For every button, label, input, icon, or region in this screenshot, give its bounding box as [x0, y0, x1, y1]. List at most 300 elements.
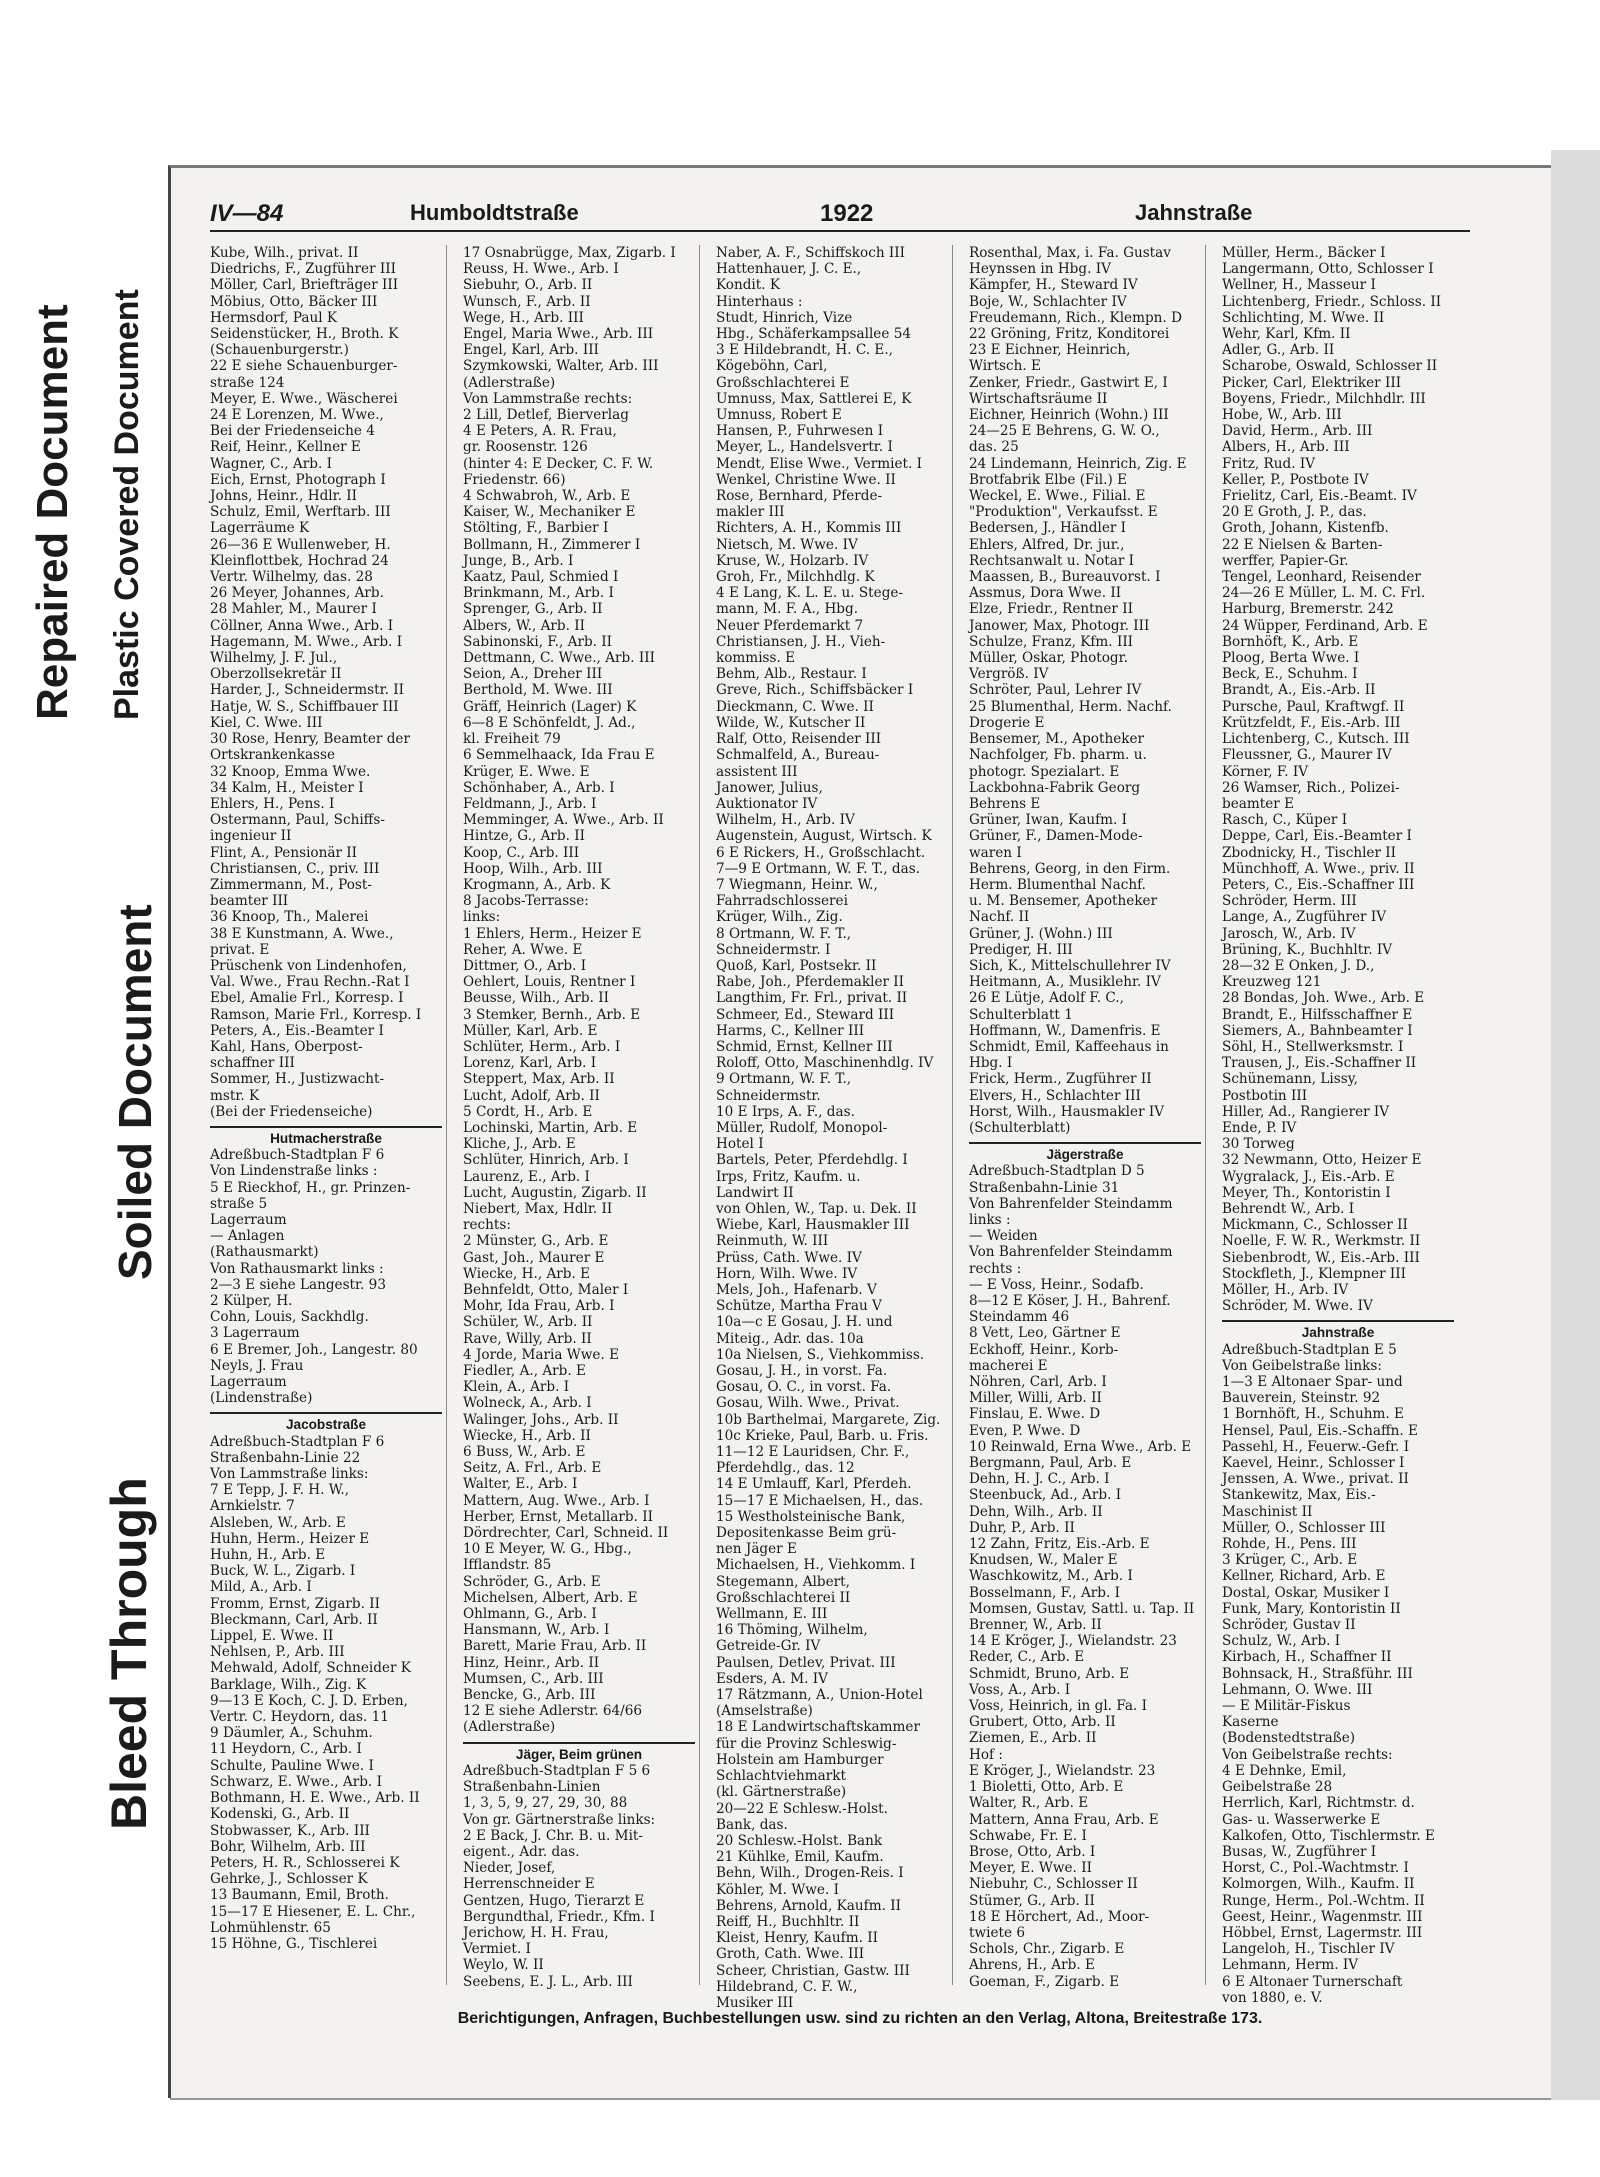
- directory-entry: Wenkel, Christine Wwe. II: [716, 471, 896, 488]
- directory-entry: Müller, Oskar, Photogr.: [969, 650, 1128, 667]
- directory-entry: Albers, W., Arb. II: [463, 617, 585, 634]
- directory-entry: Kodenski, G., Arb. II: [210, 1806, 350, 1823]
- directory-entry: 1, 3, 5, 9, 27, 29, 30, 88: [463, 1795, 628, 1812]
- directory-entry: eigent., Adr. das.: [463, 1843, 580, 1860]
- directory-entry: nen Jäger E: [716, 1541, 797, 1558]
- directory-entry: Zbodnicky, H., Tischler II: [1222, 844, 1397, 861]
- directory-entry: Maschinist II: [1222, 1503, 1313, 1520]
- directory-entry: Kirbach, H., Schaffner II: [1222, 1649, 1392, 1666]
- directory-entry: Gosau, J. H., in vorst. Fa.: [716, 1363, 888, 1380]
- directory-entry: Vergröß. IV: [969, 666, 1049, 683]
- directory-entry: 8 Vett, Leo, Gärtner E: [969, 1325, 1121, 1342]
- directory-entry: Hiller, Ad., Rangierer IV: [1222, 1103, 1390, 1120]
- directory-entry: Steppert, Max, Arb. II: [463, 1071, 615, 1088]
- directory-entry: Janower, Julius,: [716, 779, 823, 796]
- directory-entry: Steindamm 46: [969, 1309, 1070, 1326]
- directory-entry: 6 Buss, W., Arb. E: [463, 1444, 586, 1461]
- directory-entry: Ortskrankenkasse: [210, 747, 336, 764]
- directory-entry: 10 E Irps, A. F., das.: [716, 1103, 855, 1120]
- directory-entry: Neyls, J. Frau: [210, 1357, 304, 1374]
- directory-entry: Schröder, G., Arb. E: [463, 1573, 601, 1590]
- directory-entry: Horst, C., Pol.-Wachtmstr. I: [1222, 1860, 1409, 1877]
- directory-entry: Mattern, Aug. Wwe., Arb. I: [463, 1492, 650, 1509]
- directory-entry: 4 E Lang, K. L. E. u. Stege-: [716, 585, 904, 602]
- directory-entry: gr. Roosenstr. 126: [463, 439, 588, 456]
- directory-entry: 7 Wiegmann, Heinr. W.,: [716, 876, 878, 893]
- directory-entry: 2 Külper, H.: [210, 1293, 293, 1309]
- directory-entry: Mendt, Elise Wwe., Vermiet. I: [716, 455, 922, 472]
- directory-entry: Ploog, Berta Wwe. I: [1222, 650, 1360, 667]
- directory-entry: Bauverein, Steinstr. 92: [1222, 1390, 1381, 1407]
- directory-entry: Lorenz, Karl, Arb. I: [463, 1055, 597, 1072]
- directory-entry: Lucht, Augustin, Zigarb. II: [463, 1184, 647, 1201]
- directory-entry: Hagemann, M. Wwe., Arb. I: [210, 633, 403, 650]
- directory-entry: Busas, W., Zugführer I: [1222, 1843, 1377, 1860]
- directory-entry: Herm. Blumenthal Nachf.: [969, 876, 1146, 893]
- directory-entry: Siemers, A., Bahnbeamter I: [1222, 1022, 1413, 1039]
- directory-entry: 17 Rätzmann, A., Union-Hotel: [716, 1687, 923, 1704]
- directory-entry: Kaevel, Heinr., Schlosser I: [1222, 1455, 1405, 1472]
- directory-entry: Brenner, W., Arb. II: [969, 1617, 1102, 1634]
- directory-entry: beamter III: [210, 893, 289, 910]
- directory-entry: Fleussner, G., Maurer IV: [1222, 747, 1392, 764]
- street-heading: Hutmacherstraße: [210, 1126, 442, 1147]
- directory-entry: Ohlmann, G., Arb. I: [463, 1606, 597, 1623]
- directory-entry: Wilde, W., Kutscher II: [716, 714, 866, 731]
- directory-entry: Groth, Cath. Wwe. III: [716, 1946, 865, 1963]
- directory-entry: 10c Krieke, Paul, Barb. u. Fris.: [716, 1427, 929, 1444]
- directory-column-5: [1222, 245, 1458, 2006]
- directory-entry: 23 E Eichner, Heinrich,: [969, 342, 1131, 359]
- directory-entry: 5 Cordt, H., Arb. E: [463, 1103, 593, 1120]
- directory-entry: Funk, Mary, Kontoristin II: [1222, 1600, 1401, 1617]
- directory-entry: Horst, Wilh., Hausmakler IV: [969, 1103, 1165, 1120]
- directory-entry: Geest, Heinr., Wagenmstr. III: [1222, 1908, 1423, 1925]
- directory-entry: Drogerie E: [969, 714, 1045, 731]
- directory-entry: Fiedler, A., Arb. E: [463, 1363, 586, 1380]
- directory-entry: Adreßbuch-Stadtplan D 5: [969, 1163, 1145, 1180]
- directory-entry: Cöllner, Anna Wwe., Arb. I: [210, 617, 394, 634]
- directory-entry: Memminger, A. Wwe., Arb. II: [463, 812, 664, 829]
- directory-entry: Buck, W. L., Zigarb. I: [210, 1563, 356, 1580]
- directory-entry: Walter, E., Arb. I: [463, 1476, 578, 1493]
- directory-entry: Wagner, C., Arb. I: [210, 455, 332, 472]
- directory-entry: Momsen, Gustav, Sattl. u. Tap. II: [969, 1600, 1195, 1617]
- directory-entry: kl. Freiheit 79: [463, 731, 561, 748]
- directory-entry: Dieckmann, C. Wwe. II: [716, 698, 874, 715]
- directory-entry: Johns, Heinr., Hdlr. II: [210, 488, 358, 505]
- directory-entry: 6—8 E Schönfeldt, J. Ad.,: [463, 714, 636, 731]
- directory-entry: Dettmann, C. Wwe., Arb. III: [463, 650, 655, 667]
- directory-entry: Hoop, Wilh., Arb. III: [463, 860, 603, 877]
- directory-entry: 3 Lagerraum: [210, 1325, 300, 1342]
- directory-entry: Kiel, C. Wwe. III: [210, 714, 323, 731]
- directory-entry: Prüss, Cath. Wwe. IV: [716, 1249, 862, 1266]
- directory-entry: 22 E Nielsen & Barten-: [1222, 536, 1383, 553]
- directory-entry: Hattenhauer, J. C. E.,: [716, 261, 862, 278]
- directory-entry: Brandt, E., Hilfsschaffner E: [1222, 1006, 1413, 1023]
- directory-entry: Seion, A., Dreher III: [463, 666, 603, 683]
- directory-entry: Schneidermstr. I: [716, 941, 831, 958]
- directory-entry: werffer, Papier-Gr.: [1222, 552, 1349, 569]
- directory-entry: Miteig., Adr. das. 10a: [716, 1330, 864, 1347]
- directory-entry: Sich, K., Mittelschullehrer IV: [969, 957, 1171, 974]
- directory-entry: Schlachtviehmarkt: [716, 1768, 846, 1785]
- directory-entry: Schols, Chr., Zigarb. E: [969, 1941, 1125, 1958]
- directory-entry: Ostermann, Paul, Schiffs-: [210, 812, 385, 829]
- directory-entry: Geibelstraße 28: [1222, 1779, 1333, 1796]
- directory-entry: rechts:: [463, 1217, 511, 1234]
- directory-entry: kommiss. E: [716, 650, 796, 667]
- directory-entry: 6 E Rickers, H., Großschlacht.: [716, 844, 926, 861]
- directory-entry: Gosau, O. C., in vorst. Fa.: [716, 1379, 892, 1396]
- directory-entry: Meyer, E. Wwe., Wäscherei: [210, 390, 398, 407]
- directory-entry: 20 E Groth, J. P., das.: [1222, 504, 1367, 521]
- directory-entry: makler III: [716, 504, 785, 521]
- directory-entry: Postbotin III: [1222, 1087, 1308, 1104]
- directory-entry: Lichtenberg, Friedr., Schloss. II: [1222, 293, 1442, 310]
- directory-entry: Bei der Friedenseiche 4: [210, 423, 375, 440]
- directory-entry: Keller, P., Postbote IV: [1222, 471, 1369, 488]
- directory-entry: Grüner, J. (Wohn.) III: [969, 925, 1113, 942]
- directory-entry: 10b Barthelmai, Margarete, Zig.: [716, 1411, 941, 1428]
- directory-entry: 11—12 E Lauridsen, Chr. F.,: [716, 1444, 910, 1461]
- directory-entry: Barklage, Wilh., Zig. K: [210, 1676, 367, 1693]
- directory-entry: Diedrichs, F., Zugführer III: [210, 261, 397, 278]
- directory-entry: Grubert, Otto, Arb. II: [969, 1714, 1116, 1731]
- directory-entry: Wilhelm, H., Arb. IV: [716, 812, 855, 829]
- directory-entry: Von gr. Gärtnerstraße links:: [463, 1811, 656, 1828]
- directory-entry: Stockfleth, J., Klempner III: [1222, 1265, 1407, 1282]
- directory-entry: Bothmann, H. E. Wwe., Arb. II: [210, 1790, 420, 1807]
- directory-entry: Nöhren, Carl, Arb. I: [969, 1374, 1107, 1391]
- directory-entry: Bleckmann, Carl, Arb. II: [210, 1611, 378, 1628]
- directory-entry: Lagerräume K: [210, 520, 310, 537]
- directory-entry: Jerichow, H. H. Frau,: [463, 1924, 609, 1941]
- directory-entry: 38 E Kunstmann, A. Wwe.,: [210, 925, 394, 942]
- directory-entry: Hbg., Schäferkampsallee 54: [716, 326, 911, 343]
- directory-entry: 10 E Meyer, W. G., Hbg.,: [463, 1541, 632, 1558]
- directory-entry: (hinter 4: E Decker, C. F. W.: [463, 455, 654, 472]
- directory-entry: 3 Krüger, C., Arb. E: [1222, 1552, 1358, 1569]
- directory-entry: Wiebe, Karl, Hausmakler III: [716, 1217, 910, 1234]
- directory-entry: (Lindenstraße): [210, 1390, 313, 1407]
- directory-entry: Adreßbuch-Stadtplan E 5: [1222, 1341, 1397, 1358]
- directory-entry: 4 Schwabroh, W., Arb. E: [463, 488, 631, 505]
- directory-entry: Ebel, Amalie Frl., Korresp. I: [210, 990, 404, 1007]
- directory-entry: 4 Jorde, Maria Wwe. E: [463, 1346, 620, 1363]
- directory-entry: Herrenschneider E: [463, 1876, 595, 1893]
- directory-entry: 14 E Umlauff, Karl, Pferdeh.: [716, 1476, 912, 1493]
- directory-entry: Bohnsack, H., Straßführ. III: [1222, 1665, 1413, 1682]
- directory-entry: Müller, O., Schlosser III: [1222, 1519, 1386, 1536]
- directory-entry: Val. Wwe., Frau Rechn.-Rat I: [210, 974, 410, 991]
- directory-entry: Maassen, B., Bureauvorst. I: [969, 569, 1161, 586]
- directory-entry: Dehn, Wilh., Arb. II: [969, 1503, 1103, 1520]
- directory-entry: 7—9 E Ortmann, W. F. T., das.: [716, 860, 921, 877]
- directory-entry: Lehmann, Herm. IV: [1222, 1957, 1359, 1974]
- directory-entry: Hensel, Paul, Eis.-Schaffn. E: [1222, 1422, 1418, 1439]
- directory-entry: David, Herm., Arb. III: [1222, 423, 1373, 440]
- directory-entry: Mumsen, C., Arb. III: [463, 1670, 604, 1687]
- directory-entry: Lehmann, O. Wwe. III: [1222, 1681, 1373, 1698]
- directory-entry: Hansen, P., Fuhrwesen I: [716, 423, 884, 440]
- page-edge: [1551, 150, 1600, 2100]
- directory-entry: Hildebrand, C. F. W.,: [716, 1978, 858, 1995]
- directory-entry: Groth, Johann, Kistenfb.: [1222, 520, 1389, 537]
- directory-entry: Rave, Willy, Arb. II: [463, 1330, 592, 1347]
- directory-entry: Wiecke, H., Arb. E: [463, 1265, 591, 1282]
- directory-entry: Trausen, J., Eis.-Schaffner II: [1222, 1055, 1417, 1072]
- directory-entry: Lochinski, Martin, Arb. E: [463, 1119, 638, 1136]
- directory-entry: Alsleben, W., Arb. E: [210, 1514, 346, 1531]
- directory-entry: 2 Lill, Detlef, Bierverlag: [463, 407, 629, 424]
- directory-entry: Straßenbahn-Linien: [463, 1779, 601, 1796]
- directory-entry: Lange, A., Zugführer IV: [1222, 909, 1387, 926]
- directory-entry: 20—22 E Schlesw.-Holst.: [716, 1800, 888, 1817]
- directory-entry: 9 Ortmann, W. F. T.,: [716, 1071, 852, 1088]
- directory-entry: Schünemann, Lissy,: [1222, 1071, 1358, 1088]
- directory-entry: privat. E: [210, 941, 270, 958]
- directory-entry: 8 Ortmann, W. F. T.,: [716, 925, 852, 942]
- directory-entry: Kahl, Hans, Oberpost-: [210, 1038, 363, 1055]
- directory-entry: Kämpfer, H., Steward IV: [969, 277, 1138, 294]
- directory-entry: Möller, Carl, Briefträger III: [210, 277, 399, 294]
- directory-entry: Gast, Joh., Maurer E: [463, 1249, 605, 1266]
- directory-entry: 22 Gröning, Fritz, Konditorei: [969, 326, 1170, 343]
- directory-entry: Engel, Maria Wwe., Arb. III: [463, 326, 654, 343]
- directory-entry: (Amselstraße): [716, 1703, 813, 1720]
- directory-entry: Zenker, Friedr., Gastwirt E, I: [969, 374, 1168, 391]
- directory-entry: Behrendt W., Arb. I: [1222, 1200, 1355, 1217]
- directory-entry: Schröter, Paul, Lehrer IV: [969, 682, 1142, 699]
- directory-entry: Klein, A., Arb. I: [463, 1379, 570, 1396]
- directory-entry: Schulz, W., Arb. I: [1222, 1633, 1341, 1650]
- directory-entry: 15—17 E Michaelsen, H., das.: [716, 1492, 924, 1509]
- directory-entry: Möller, H., Arb. IV: [1222, 1282, 1349, 1298]
- directory-entry: 24 Wüpper, Ferdinand, Arb. E: [1222, 617, 1428, 634]
- directory-entry: 2 E Back, J. Chr. B. u. Mit-: [463, 1827, 643, 1844]
- directory-entry: — Anlagen: [210, 1228, 285, 1245]
- directory-entry: Hotel I: [716, 1136, 764, 1153]
- directory-entry: Von Rathausmarkt links :: [210, 1260, 384, 1277]
- directory-entry: Reuss, H. Wwe., Arb. I: [463, 261, 619, 278]
- directory-entry: twiete 6: [969, 1924, 1025, 1941]
- directory-entry: Schüler, W., Arb. II: [463, 1314, 593, 1331]
- directory-entry: 1 Ehlers, Herm., Heizer E: [463, 925, 642, 942]
- header-right-street: Jahnstraße: [1135, 200, 1253, 225]
- directory-entry: Straßenbahn-Linie 31: [969, 1179, 1120, 1196]
- directory-entry: Fritz, Rud. IV: [1222, 455, 1316, 472]
- directory-entry: Scharobe, Oswald, Schlosser II: [1222, 358, 1438, 375]
- directory-entry: Schulz, Emil, Werftarb. III: [210, 504, 391, 521]
- directory-entry: Mild, A., Arb. I: [210, 1579, 312, 1596]
- directory-entry: Krüger, E. Wwe. E: [463, 763, 590, 780]
- directory-entry: (Bodenstedtstraße): [1222, 1730, 1356, 1747]
- directory-entry: Michaelsen, H., Viehkomm. I: [716, 1557, 916, 1574]
- directory-entry: Eich, Ernst, Photograph I: [210, 471, 386, 488]
- directory-entry: 8—12 E Köser, J. H., Bahrenf.: [969, 1293, 1171, 1309]
- directory-entry: 24 E Lorenzen, M. Wwe.,: [210, 407, 384, 424]
- directory-entry: 11 Heydorn, C., Arb. I: [210, 1741, 362, 1758]
- directory-entry: Frielitz, Carl, Eis.-Beamt. IV: [1222, 488, 1417, 505]
- directory-entry: (Rathausmarkt): [210, 1244, 319, 1261]
- directory-entry: Brandt, A., Eis.-Arb. II: [1222, 682, 1376, 699]
- directory-entry: Feldmann, J., Arb. I: [463, 795, 597, 812]
- directory-entry: (Schulterblatt): [969, 1119, 1071, 1136]
- directory-entry: Hinterhaus :: [716, 293, 803, 310]
- directory-entry: Elvers, H., Schlachter III: [969, 1087, 1141, 1104]
- directory-entry: 24 Lindemann, Heinrich, Zig. E: [969, 455, 1187, 472]
- directory-entry: Krützfeldt, F., Eis.-Arb. III: [1222, 714, 1401, 731]
- directory-entry: Dördrechter, Carl, Schneid. II: [463, 1525, 669, 1542]
- directory-entry: Langeloh, H., Tischler IV: [1222, 1941, 1395, 1958]
- directory-entry: Goeman, F., Zigarb. E: [969, 1973, 1120, 1990]
- directory-entry: Langermann, Otto, Schlosser I: [1222, 261, 1434, 278]
- directory-entry: Lucht, Adolf, Arb. II: [463, 1087, 600, 1104]
- directory-column-2: [463, 245, 700, 1990]
- directory-entry: Adreßbuch-Stadtplan F 5 6: [463, 1762, 651, 1779]
- directory-entry: Stobwasser, K., Arb. III: [210, 1822, 370, 1839]
- directory-entry: Assmus, Dora Wwe. II: [969, 585, 1122, 602]
- directory-entry: straße 124: [210, 374, 285, 391]
- directory-entry: Grüner, Iwan, Kaufm. I: [969, 812, 1128, 829]
- directory-entry: Irps, Fritz, Kaufm. u.: [716, 1168, 861, 1185]
- directory-entry: Bollmann, H., Zimmerer I: [463, 536, 641, 553]
- street-heading: Jacobstraße: [210, 1412, 442, 1433]
- directory-entry: Jarosch, W., Arb. IV: [1222, 925, 1356, 942]
- directory-entry: Landwirt II: [716, 1184, 794, 1201]
- directory-entry: Umnuss, Max, Sattlerei E, K: [716, 390, 912, 407]
- directory-entry: Gas- u. Wasserwerke E: [1222, 1811, 1381, 1828]
- directory-entry: 32 Knoop, Emma Wwe.: [210, 763, 371, 780]
- directory-entry: Adreßbuch-Stadtplan F 6: [210, 1433, 385, 1450]
- directory-entry: Lippel, E. Wwe. II: [210, 1628, 334, 1645]
- directory-entry: 4 E Peters, A. R. Frau,: [463, 423, 617, 440]
- directory-entry: Brotfabrik Elbe (Fil.) E: [969, 471, 1128, 488]
- directory-entry: Prediger, H. III: [969, 941, 1073, 958]
- directory-entry: Christiansen, C., priv. III: [210, 860, 380, 877]
- directory-entry: 13 Baumann, Emil, Broth.: [210, 1887, 389, 1904]
- street-heading: Jahnstraße: [1222, 1320, 1454, 1341]
- directory-entry: 6 Semmelhaack, Ida Frau E: [463, 747, 655, 764]
- directory-entry: Bensemer, M., Apotheker: [969, 731, 1145, 748]
- directory-entry: Siebuhr, O., Arb. II: [463, 277, 593, 294]
- directory-column-3: [716, 245, 953, 2011]
- directory-entry: 32 Newmann, Otto, Heizer E: [1222, 1152, 1422, 1169]
- directory-entry: Ehlers, Alfred, Dr. jur.,: [969, 536, 1125, 553]
- directory-entry: 25 Blumenthal, Herm. Nachf.: [969, 698, 1172, 715]
- directory-entry: Mickmann, C., Schlosser II: [1222, 1217, 1408, 1234]
- directory-entry: Bergmann, Paul, Arb. E: [969, 1455, 1132, 1472]
- directory-entry: Höbbel, Ernst, Lagermstr. III: [1222, 1924, 1423, 1941]
- directory-entry: 1 Bornhöft, H., Schuhm. E: [1222, 1406, 1404, 1423]
- directory-entry: Oehlert, Louis, Rentner I: [463, 974, 636, 991]
- directory-entry: Harder, J., Schneidermstr. II: [210, 682, 404, 699]
- directory-entry: mstr. K: [210, 1087, 260, 1104]
- directory-entry: Schwarz, E. Wwe., Arb. I: [210, 1773, 382, 1790]
- directory-entry: Seitz, A. Frl., Arb. E: [463, 1460, 602, 1477]
- directory-entry: Von Bahrenfelder Steindamm: [969, 1195, 1173, 1212]
- directory-entry: Heynssen in Hbg. IV: [969, 261, 1111, 278]
- directory-entry: Schütze, Martha Frau V: [716, 1298, 882, 1315]
- directory-entry: Horn, Wilh. Wwe. IV: [716, 1265, 858, 1282]
- directory-entry: 5 E Rieckhof, H., gr. Prinzen-: [210, 1179, 411, 1196]
- directory-entry: Bosselmann, F., Arb. I: [969, 1584, 1120, 1601]
- directory-entry: Hoffmann, W., Damenfris. E: [969, 1022, 1161, 1039]
- directory-entry: Michelsen, Albert, Arb. E: [463, 1589, 638, 1606]
- directory-entry: Janower, Max, Photogr. III: [969, 617, 1150, 634]
- directory-entry: Vermiet. I: [463, 1941, 531, 1958]
- directory-entry: Von Geibelstraße rechts:: [1222, 1746, 1393, 1763]
- directory-entry: Hbg. I: [969, 1055, 1013, 1072]
- directory-entry: E Kröger, J., Wielandstr. 23: [969, 1762, 1156, 1779]
- directory-entry: Pursche, Paul, Kraftwgf. II: [1222, 698, 1405, 715]
- directory-entry: Getreide-Gr. IV: [716, 1638, 821, 1655]
- directory-entry: Siebenbrodt, W., Eis.-Arb. III: [1222, 1249, 1420, 1266]
- directory-entry: Kalkofen, Otto, Tischlermstr. E: [1222, 1827, 1435, 1844]
- directory-entry: Wehr, Karl, Kfm. II: [1222, 326, 1351, 343]
- directory-entry: Eckhoff, Heinr., Korb-: [969, 1341, 1119, 1358]
- directory-entry: Pferdehdlg., das. 12: [716, 1460, 855, 1477]
- directory-entry: Eichner, Heinrich (Wohn.) III: [969, 407, 1169, 424]
- directory-entry: Boje, W., Schlachter IV: [969, 293, 1127, 310]
- directory-entry: 30 Rose, Henry, Beamter der: [210, 731, 410, 748]
- directory-column-4: [969, 245, 1206, 1990]
- directory-entry: 10a Nielsen, S., Viehkommiss.: [716, 1346, 925, 1363]
- directory-entry: Quoß, Karl, Postsekr. II: [716, 957, 877, 974]
- directory-entry: Even, P. Wwe. D: [969, 1422, 1081, 1439]
- directory-entry: Flint, A., Pensionär II: [210, 844, 358, 861]
- directory-entry: Brose, Otto, Arb. I: [969, 1843, 1096, 1860]
- directory-entry: Wiecke, H., Arb. II: [463, 1427, 591, 1444]
- label-bleed-through: Bleed Through: [101, 1477, 157, 1830]
- directory-entry: 26 Wamser, Rich., Polizei-: [1222, 779, 1400, 796]
- directory-entry: Waschkowitz, M., Arb. I: [969, 1568, 1133, 1585]
- directory-entry: Stümer, G., Arb. II: [969, 1892, 1095, 1909]
- directory-entry: Hobe, W., Arb. III: [1222, 407, 1342, 424]
- directory-entry: Ramson, Marie Frl., Korresp. I: [210, 1006, 422, 1023]
- directory-entry: Beck, E., Schuhm. I: [1222, 666, 1358, 683]
- directory-entry: Huhn, H., Arb. E: [210, 1547, 326, 1564]
- directory-entry: Lagerraum: [210, 1211, 287, 1228]
- directory-entry: macherei E: [969, 1357, 1048, 1374]
- directory-entry: Stankewitz, Max, Eis.-: [1222, 1487, 1376, 1504]
- directory-entry: Oberzollsekretär II: [210, 666, 342, 683]
- directory-entry: Möbius, Otto, Bäcker III: [210, 293, 378, 310]
- directory-entry: Nieder, Josef,: [463, 1860, 556, 1877]
- directory-entry: schaffner III: [210, 1055, 295, 1072]
- directory-entry: ingenieur II: [210, 828, 292, 845]
- directory-entry: Meyer, L., Handelsvertr. I: [716, 439, 893, 456]
- directory-entry: Engel, Karl, Arb. III: [463, 342, 599, 359]
- directory-entry: 6 E Bremer, Joh., Langestr. 80: [210, 1341, 418, 1358]
- directory-entry: Esders, A. M. IV: [716, 1670, 828, 1687]
- directory-entry: Voss, A., Arb. I: [969, 1681, 1071, 1698]
- directory-entry: Vertr. Wilhelmy, das. 28: [210, 569, 373, 586]
- directory-entry: 28 Bondas, Joh. Wwe., Arb. E: [1222, 990, 1425, 1007]
- directory-entry: 10a—c E Gosau, J. H. und: [716, 1314, 893, 1331]
- directory-entry: Greve, Rich., Schiffsbäcker I: [716, 682, 914, 699]
- directory-entry: Reiff, H., Buchhltr. II: [716, 1913, 860, 1930]
- directory-entry: Deppe, Carl, Eis.-Beamter I: [1222, 828, 1412, 845]
- directory-entry: Schröder, Herm. III: [1222, 893, 1357, 910]
- directory-entry: Heitmann, A., Musiklehr. IV: [969, 974, 1161, 991]
- directory-entry: Duhr, P., Arb. II: [969, 1519, 1075, 1536]
- directory-entry: links :: [969, 1211, 1011, 1228]
- directory-entry: Schröder, M. Wwe. IV: [1222, 1298, 1373, 1315]
- directory-entry: Bartels, Peter, Pferdehdlg. I: [716, 1152, 908, 1169]
